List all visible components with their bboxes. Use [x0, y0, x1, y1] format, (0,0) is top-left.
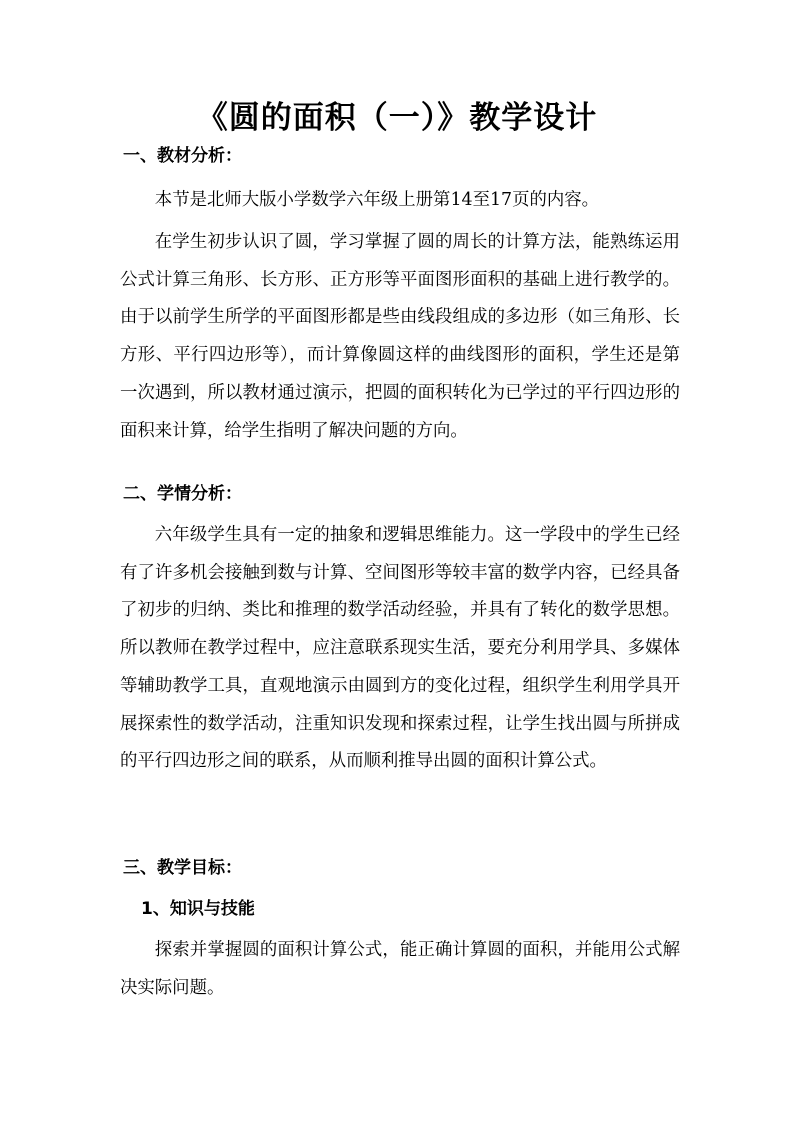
- section-heading-teaching-goals: 三、教学目标：: [123, 858, 242, 878]
- subheading-knowledge-skills: 1、知识与技能: [141, 899, 255, 919]
- paragraph-student-analysis: 六年级学生具有一定的抽象和逻辑思维能力。这一学段中的学生已经有了许多机会接触到数与计算、空间图形等较丰富的数学内容，已经具备了初步的归纳、类比和推理的数学活动经验，并具有了转化的数学思想。所以教师在教学过程中，应注意联系现实生活，要充分利用学具、多媒体等辅助教学工具，直观地演示由圆到方的变化过程，组织学生利用学具开展探索性的数学活动，注重知识发现和探索过程，让学生找出圆与所拼成的平行四边形之间的联系，从而顺利推导出圆的面积计算公式。: [120, 525, 680, 772]
- section-heading-textbook-analysis: 一、教材分析：: [123, 146, 242, 166]
- document-title: 《圆的面积（一）》教学设计: [196, 100, 598, 136]
- paragraph-textbook-scope: 本节是北师大版小学数学六年级上册第14至17页的内容。: [154, 190, 600, 210]
- paragraph-knowledge-skills: 探索并掌握圆的面积计算公式，能正确计算圆的面积，并能用公式解决实际问题。: [120, 940, 680, 998]
- paragraph-textbook-analysis: 在学生初步认识了圆，学习掌握了圆的周长的计算方法，能熟练运用公式计算三角形、长方形、正方形等平面图形面积的基础上进行教学的。由于以前学生所学的平面图形都是些由线段组成的多边形（如三角形、长方形、平行四边形等），而计算像圆这样的曲线图形的面积，学生还是第一次遇到，所以教材通过演示，把圆的面积转化为已学过的平行四边形的面积来计算，给学生指明了解决问题的方向。: [120, 232, 680, 441]
- section-heading-student-analysis: 二、学情分析：: [123, 484, 242, 504]
